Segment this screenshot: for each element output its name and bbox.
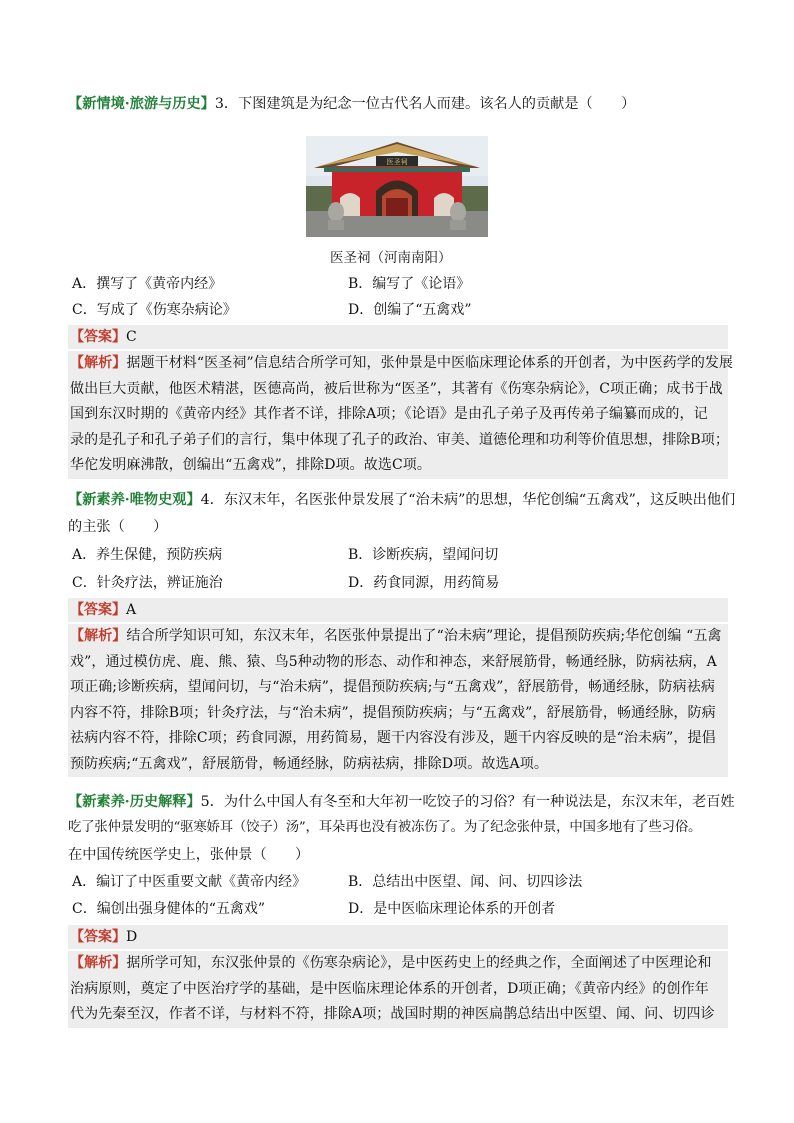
q4-answer-label: 【答案】	[70, 602, 126, 618]
q3-option-c: C．写成了《伤寒杂病论》	[72, 302, 237, 318]
q4-explanation-line: 内容不符，排除B项；针灸疗法，与“治未病”，提倡预防疾病；与“五禽戏”，舒展筋骨，畅通经脉，防病	[70, 704, 716, 721]
q3-explanation	[68, 351, 734, 479]
q4-option-d: D．药食同源，用药简易	[348, 575, 500, 591]
q3-explanation-line: 国到东汉时期的《黄帝内经》其作者不详，排除A项；《论语》是由孔子弟子及再传弟子编纂而成的，记	[70, 406, 708, 422]
question-5-stem	[68, 792, 735, 812]
q4-explanation-label: 【解析】	[70, 628, 127, 644]
q4-option-a: A．养生保健，预防疾病	[72, 547, 223, 563]
q5-option-b: B．总结出中医望、闻、问、切四诊法	[348, 874, 583, 890]
q4-explanation-line: 结合所学知识可知，东汉末年，名医张仲景提出了“治未病”理论，提倡预防疾病;华佗创编 “五禽	[126, 628, 722, 644]
q3-explanation-label: 【解析】	[70, 355, 127, 371]
q4-explanation-line: 戏”，通过模仿虎、鹿、熊、猿、鸟5种动物的形态、动作和神态，来舒展筋骨，畅通经脉，防病祛病，A	[70, 653, 717, 670]
photo-caption: 医圣祠（河南南阳）	[330, 250, 452, 266]
q3-explanation-line: 华佗发明麻沸散，创编出“五禽戏”，排除D项。故选C项。	[70, 457, 431, 473]
q4-answer-value: A	[126, 602, 137, 618]
q4-explanation	[68, 624, 728, 777]
q3-answer-label: 【答案】	[70, 329, 126, 345]
q3-answer	[68, 325, 728, 349]
q5-answer-value: D	[126, 929, 138, 945]
q5-explanation-line: 据所学可知，东汉张仲景的《伤寒杂病论》，是中医药史上的经典之作，全面阐述了中医理论和	[126, 955, 712, 971]
question-3-stem	[68, 94, 635, 114]
q4-answer	[68, 598, 728, 622]
question-5-stem-line2: 吃了张仲景发明的“驱寒娇耳（饺子）汤”，耳朵再也没有被冻伤了。为了纪念张仲景，中国多地有了些习俗。	[68, 820, 702, 835]
q4-explanation-line: 预防疾病;“五禽戏”，舒展筋骨，畅通经脉，防病祛病，排除D项。故选A项。	[70, 755, 548, 772]
q5-explanation	[68, 951, 728, 1028]
question-3-text: 3．下图建筑是为纪念一位古代名人而建。该名人的贡献是（ ）	[214, 96, 636, 112]
q5-explanation-label: 【解析】	[70, 955, 127, 971]
question-4-stem	[68, 490, 735, 510]
q3-answer-value: C	[126, 329, 137, 345]
q3-option-b: B．编写了《论语》	[348, 276, 471, 292]
q5-option-a: A．编订了中医重要文献《黄帝内经》	[72, 874, 307, 890]
q4-explanation-line: 祛病内容不符，排除C项；药食同源，用药简易，题干内容没有涉及，题干内容反映的是“治未病”，提倡	[70, 730, 716, 746]
q5-explanation-line: 治病原则，奠定了中医治疗学的基础，是中医临床理论体系的开创者，D项正确；《黄帝内经》的创作年	[70, 980, 709, 997]
q5-option-d: D．是中医临床理论体系的开创者	[348, 901, 556, 917]
q5-explanation-line: 代为先秦至汉，作者不详，与材料不符，排除A项；战国时期的神医扁鹊总结出中医望、闻、问、切四诊	[70, 1006, 715, 1022]
q5-answer	[68, 925, 728, 949]
q3-explanation-line: 做出巨大贡献，他医术精湛，医德高尚，被后世称为“医圣”，其著有《伤寒杂病论》，C项正确；成书于战	[70, 380, 723, 397]
q3-option-d: D．创编了“五禽戏”	[348, 302, 472, 318]
question-4-tag: 【新素养·唯物史观】	[68, 492, 201, 508]
q5-answer-label: 【答案】	[70, 929, 126, 945]
gate-sign-text: 医圣祠	[386, 158, 408, 166]
memorial-gate-photo	[306, 136, 488, 237]
question-4-stem-line2: 的主张（ ）	[68, 519, 168, 535]
q3-explanation-line: 据题干材料“医圣祠”信息结合所学可知，张仲景是中医临床理论体系的开创者，为中医药学的发展	[126, 355, 734, 371]
question-5-text: 5．为什么中国人有冬至和大年初一吃饺子的习俗？有一种说法是，东汉末年，老百姓	[200, 794, 735, 810]
question-5-tag: 【新素养·历史解释】	[68, 794, 201, 810]
question-3-tag: 【新情境·旅游与历史】	[68, 96, 215, 112]
question-5-stem-line3: 在中国传统医学史上，张仲景（ ）	[68, 847, 310, 863]
q5-option-c: C．编创出强身健体的“五禽戏”	[72, 901, 266, 917]
q4-option-c: C．针灸疗法，辨证施治	[72, 575, 223, 591]
q4-option-b: B．诊断疾病，望闻问切	[348, 547, 499, 563]
q3-explanation-line: 录的是孔子和孔子弟子们的言行，集中体现了孔子的政治、审美、道德伦理和功利等价值思想，排除B项；	[70, 431, 729, 448]
q4-explanation-line: 项正确;诊断疾病，望闻问切，与“治未病”，提倡预防疾病;与“五禽戏”，舒展筋骨，畅通经脉，防病祛病	[70, 679, 715, 695]
q3-option-a: A．撰写了《黄帝内经》	[72, 276, 223, 292]
question-4-text: 4．东汉末年，名医张仲景发展了“治未病”的思想，华佗创编“五禽戏”，这反映出他们	[200, 492, 736, 508]
